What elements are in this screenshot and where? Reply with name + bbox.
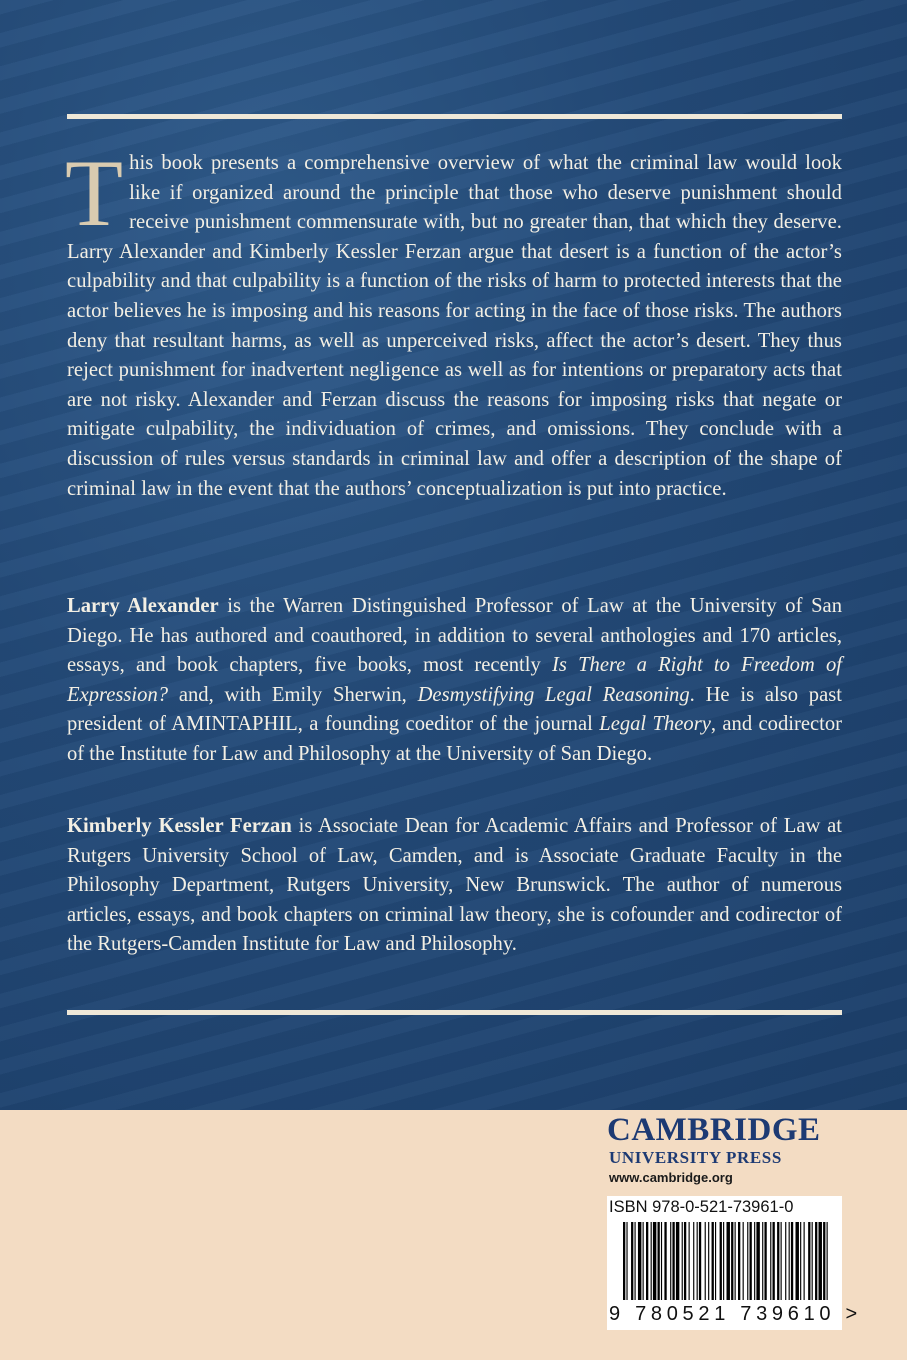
barcode-bar	[684, 1222, 686, 1300]
bio-text: and, with Emily Sherwin,	[168, 683, 418, 706]
barcode-bar	[727, 1222, 730, 1300]
bio-text: . He is also past president of AMINTAPHIL, a founding coeditor of the journal	[67, 683, 842, 736]
barcode-bar	[815, 1222, 817, 1300]
barcode-icon	[607, 1222, 842, 1304]
barcode-bar	[720, 1222, 722, 1300]
top-rule	[67, 114, 842, 119]
barcode-bar	[623, 1222, 625, 1300]
journal-title: Legal Theory	[599, 713, 711, 736]
bio-text: is Associate Dean for Academic Affairs and Professor of Law at Rutgers University School of Law, Camden, and is Associate Graduate Faculty in the Philosophy Department, Rutgers University, New Brunswick. The author of numerous articles, essays, and book chapters on criminal law theory, she is cofounder and codirector of the Rutgers-Camden Institute for Law and Philosophy.	[67, 815, 842, 956]
barcode-bar	[670, 1222, 671, 1300]
author-name-alexander: Larry Alexander	[67, 595, 219, 617]
bio-text: is the Warren Distinguished Professor of Law at the University of San Diego. He has authored and coauthored, in addition to several anthologies and 170 articles, essays, and book chapters, five books, most recently	[67, 595, 842, 677]
barcode-bar	[791, 1222, 793, 1300]
barcode-bar	[827, 1222, 828, 1300]
barcode-bar	[777, 1222, 779, 1300]
barcode-bar	[731, 1222, 733, 1300]
barcode-bar	[756, 1222, 759, 1300]
barcode-bar	[653, 1222, 656, 1300]
barcode-bar	[699, 1222, 701, 1300]
blurb-text: his book presents a comprehensive overview of what the criminal law would look like if organized around the principle that those who deserve punishment should receive punishment commensurate with, but no greater than, that which they deserve. Larry Alexander and Kimberly Kessler Ferzan argue that desert is a function of the actor’s culpability and that culpability is a function of the risks of harm to protected interests that the actor believes he is imposing and his reasons for acting in the face of those risks. The authors deny that resultant harms, as well as unperceived risks, affect the actor’s desert. They thus reject punishment for inadvertent negligence as well as for intentions or preparatory acts that are not risky. Alexander and Ferzan discuss the reasons for imposing risks that negate or mitigate culpability, the individuation of crimes, and omissions. They conclude with a discussion of rules versus standards in criminal law and offer a description of the shape of criminal law in the event that the authors’ conceptualization is put into practice.	[67, 152, 842, 500]
blurb-paragraph	[65, 140, 842, 504]
barcode-bar	[808, 1222, 810, 1300]
barcode-bar	[715, 1222, 716, 1300]
barcode-bar	[697, 1222, 698, 1300]
barcode-bar	[705, 1222, 706, 1300]
barcode-bar	[723, 1222, 724, 1300]
barcode-bar	[651, 1222, 652, 1300]
barcode-bar	[635, 1222, 636, 1300]
barcode-bar	[764, 1222, 766, 1300]
barcode-bar	[646, 1222, 648, 1300]
barcode-bar	[626, 1222, 627, 1300]
barcode-bar	[661, 1222, 662, 1300]
barcode-bar	[781, 1222, 782, 1300]
author-bio-ferzan	[67, 812, 842, 960]
isbn-label: ISBN 978-0-521-73961-0	[609, 1198, 794, 1216]
barcode-bar	[712, 1222, 714, 1300]
barcode-bar	[747, 1222, 748, 1300]
barcode-bar	[789, 1222, 790, 1300]
barcode-bar	[804, 1222, 805, 1300]
barcode-bar	[708, 1222, 709, 1300]
barcode-bar	[672, 1222, 674, 1300]
barcode-bar	[631, 1222, 633, 1300]
publisher-url: www.cambridge.org	[609, 1170, 733, 1185]
publisher-name: CAMBRIDGE	[607, 1112, 821, 1148]
barcode-bar	[743, 1222, 744, 1300]
bio-text: , and codirector of the Institute for Law and Philosophy at the University of San Diego.	[67, 713, 842, 765]
barcode-bar	[762, 1222, 763, 1300]
barcode-bar	[770, 1222, 771, 1300]
barcode-digits: 9 780521 739610 >	[609, 1303, 862, 1325]
barcode-bar	[735, 1222, 736, 1300]
author-name-ferzan: Kimberly Kessler Ferzan	[67, 815, 292, 837]
book-title: Desmystifying Legal Reasoning	[417, 683, 690, 706]
barcode-bar	[689, 1222, 690, 1300]
barcode-bar	[693, 1222, 694, 1300]
author-bio-alexander	[67, 592, 842, 770]
barcode-bar	[738, 1222, 740, 1300]
barcode-bar	[676, 1222, 679, 1300]
bottom-rule	[67, 1010, 842, 1015]
barcode-bar	[785, 1222, 786, 1300]
barcode-bar	[638, 1222, 641, 1300]
barcode-bar	[750, 1222, 752, 1300]
publisher-subtitle: UNIVERSITY PRESS	[609, 1148, 782, 1167]
drop-cap: T	[65, 140, 124, 246]
barcode-box	[607, 1196, 862, 1330]
barcode-bar	[819, 1222, 822, 1300]
barcode-bar	[664, 1222, 666, 1300]
barcode-bar	[823, 1222, 825, 1300]
barcode-bar	[796, 1222, 799, 1300]
barcode-bar	[658, 1222, 660, 1300]
book-title: Is There a Right to Freedom of Expression?	[67, 654, 842, 706]
barcode-bar	[812, 1222, 813, 1300]
barcode-bar	[800, 1222, 801, 1300]
barcode-bar	[754, 1222, 755, 1300]
barcode-bar	[773, 1222, 775, 1300]
barcode-bar	[682, 1222, 683, 1300]
barcode-bar	[643, 1222, 644, 1300]
